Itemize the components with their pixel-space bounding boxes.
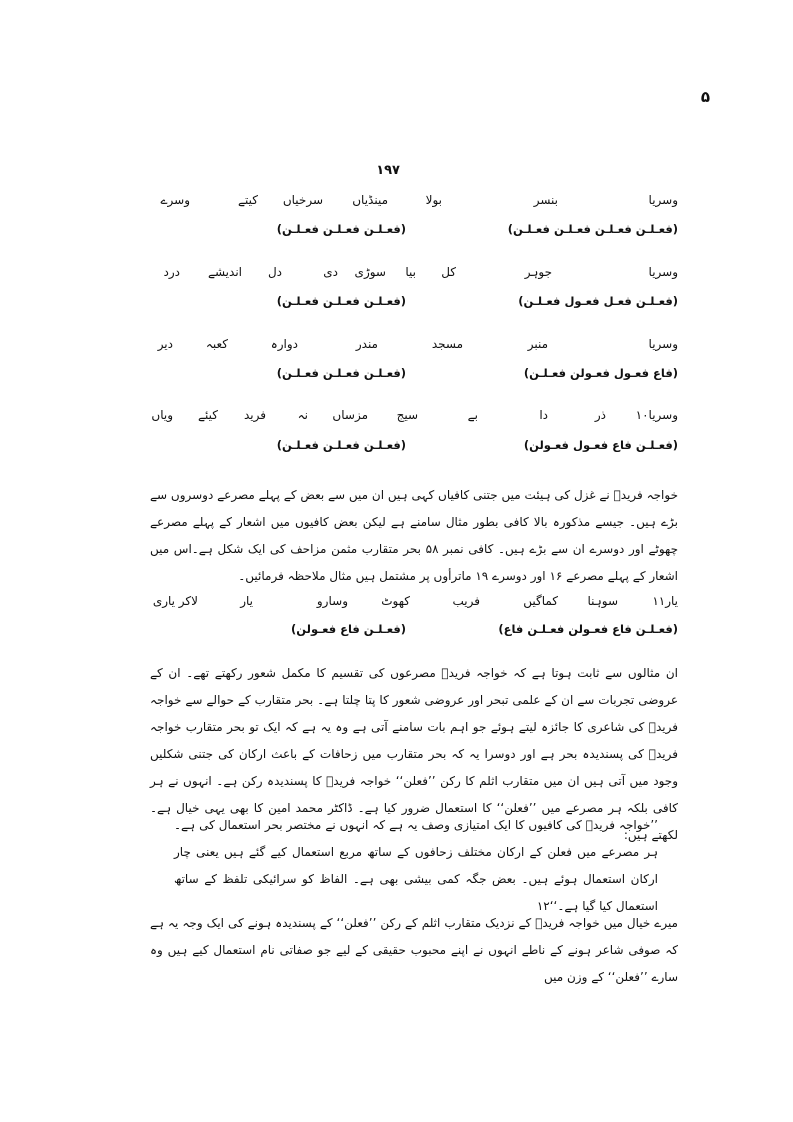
verse-word: سیج — [396, 408, 418, 422]
verse-word: بے — [467, 408, 478, 422]
verse-word: جوہر — [524, 265, 552, 279]
meter-left: (فعـلـن فاع فعـولن) — [291, 622, 406, 636]
verse-word: بنسر — [533, 193, 558, 207]
verse-word: دل — [267, 265, 282, 279]
verse-word: کماگیں — [523, 594, 558, 608]
meter-left: (فعـلـن فعـلـن فعـلـن) — [276, 294, 406, 308]
verse-word: کھوٹ — [381, 594, 410, 608]
meter-right: (فعـلـن فعـلـن فعـلـن فعـلـن) — [507, 222, 678, 236]
meter-left: (فعـلـن فعـلـن فعـلـن) — [276, 438, 406, 452]
verse-word: فرید — [244, 408, 266, 422]
verse-word: یار۱۱ — [652, 594, 678, 608]
verse-word: لاکر یاری — [152, 594, 198, 608]
verse-word: سرخیاں — [282, 193, 323, 207]
verse-word: وسارو — [316, 594, 348, 608]
verse-word: دیر — [157, 337, 173, 351]
verse-word: مندر — [355, 337, 378, 351]
verse-word: درد — [163, 265, 180, 279]
verse-word: کیتے — [238, 193, 258, 207]
verse-word: ویاں — [151, 408, 173, 422]
verse-word: بیا — [405, 265, 416, 279]
verse-number: ۱۹۷ — [376, 163, 400, 178]
verse-word: اندیشے — [207, 265, 242, 279]
verse-word: دی — [323, 265, 338, 279]
verse-word: وسریا — [648, 265, 678, 279]
meter-right: (فعـلـن فاع فعـولن فعـلـن فاع) — [498, 622, 678, 636]
verse-word: منبر — [527, 337, 548, 351]
verse-word: سوہنا — [587, 594, 618, 608]
verse-word: کعبہ — [205, 337, 228, 351]
verse-word: فریب — [452, 594, 480, 608]
verse-word: مزساں — [332, 408, 368, 422]
block-quote: ’’خواجہ فریدؒ کی کافیوں کا ایک امتیازی وصف یہ ہے کہ انہوں نے مختصر بحر استعمال کی ہے۔ ہر مصرعے میں فعلن کے ارکان مختلف زحافوں کے ساتھ مربع استعمال کیے گئے ہیں یعنی چار ارکان استعمال ہوئے ہیں۔ بعض جگہ کمی بیشی بھی ہے۔ الفاظ کو سرائیکی تلفظ کے ساتھ استعمال کیا گیا ہے۔‘‘۱۲ — [174, 818, 658, 913]
meter-right: (فاع فعـول فعـولن فعـلـن) — [523, 366, 678, 380]
meter-right: (فعـلـن فعـل فعـول فعـلـن) — [518, 294, 678, 308]
verse-word: دا — [539, 408, 548, 422]
paragraph-2: ان مثالوں سے ثابت ہوتا ہے کہ خواجہ فریدؒ مصرعوں کی تقسیم کا مکمل شعور رکھتے تھے۔ ان کے عروضی تجربات سے ان کے علمی تبحر اور عروضی شعور کا پتا چلتا ہے۔ بحر متقارب کے حوالے سے خواجہ فریدؒ کی شاعری کا جائزہ لیتے ہوئے جو اہم بات سامنے آتی ہے وہ یہ ہے کہ ایک تو بحر متقارب خواجہ فریدؒ کی پسندیدہ بحر ہے اور دوسرا یہ کہ بحر متقارب میں زحافات کے باعث ارکان کی جتنی شکلیں وجود میں آتی ہیں ان میں متقارب اثلم کا رکن ’’فعلن‘‘ خواجہ فریدؒ کا پسندیدہ رکن ہے۔ انہوں نے ہر کافی بلکہ ہر مصرعے میں ’’فعلن‘‘ کا استعمال ضرور کیا ہے۔ ڈاکٹر محمد امین کا بھی یہی خیال ہے۔ لکھتے ہیں: — [150, 666, 678, 842]
meter-left: (فعـلـن فعـلـن فعـلـن) — [276, 222, 406, 236]
verse-word: کیئے — [198, 408, 218, 422]
verse-word: بولا — [425, 193, 442, 207]
verse-word: یار — [240, 594, 253, 608]
verse-word: وسریا — [648, 193, 678, 207]
page-number: ۵ — [700, 88, 710, 106]
verse-word: دوارہ — [270, 337, 298, 351]
verse-word: وسریا۱۰ — [635, 408, 678, 422]
verse-word: مینڈیاں — [352, 193, 388, 207]
meter-right: (فعـلـن فاع فعـول فعـولن) — [523, 438, 678, 452]
verse-word: نہ — [297, 408, 308, 422]
meter-left: (فعـلـن فعـلـن فعـلـن) — [276, 366, 406, 380]
verse-word: سوڑی — [354, 265, 386, 279]
verse-word: وسرے — [160, 193, 190, 207]
verse-word: کل — [441, 265, 456, 279]
paragraph-3: میرے خیال میں خواجہ فریدؒ کے نزدیک متقارب اثلم کے رکن ’’فعلن‘‘ کے پسندیدہ ہونے کی ایک وجہ یہ ہے کہ صوفی شاعر ہونے کے ناطے انہوں نے اپنے محبوب حقیقی کے لیے جو صفاتی نام استعمال کیے ہیں وہ سارے ’’فعلن‘‘ کے وزن میں — [150, 916, 678, 984]
verse-word: وسریا — [648, 337, 678, 351]
verse-word: ذر — [594, 408, 606, 422]
paragraph-1: خواجہ فریدؒ نے غزل کی ہیئت میں جتنی کافیاں کہی ہیں ان میں سے بعض کے پہلے مصرعے دوسروں سے بڑے ہیں۔ جیسے مذکورہ بالا کافی بطور مثال سامنے ہے لیکن بعض کافیوں میں اشعار کے پہلے مصرعے چھوٹے اور دوسرے ان سے بڑے ہیں۔ کافی نمبر ۵۸ بحر متقارب مثمن مزاحف کی ایک شکل ہے۔اس میں اشعار کے پہلے مصرعے ۱۶ اور دوسرے ۱۹ ماترأوں پر مشتمل ہیں مثال ملاحظہ فرمائیں۔ — [150, 488, 679, 583]
verse-word: مسجد — [431, 337, 463, 351]
